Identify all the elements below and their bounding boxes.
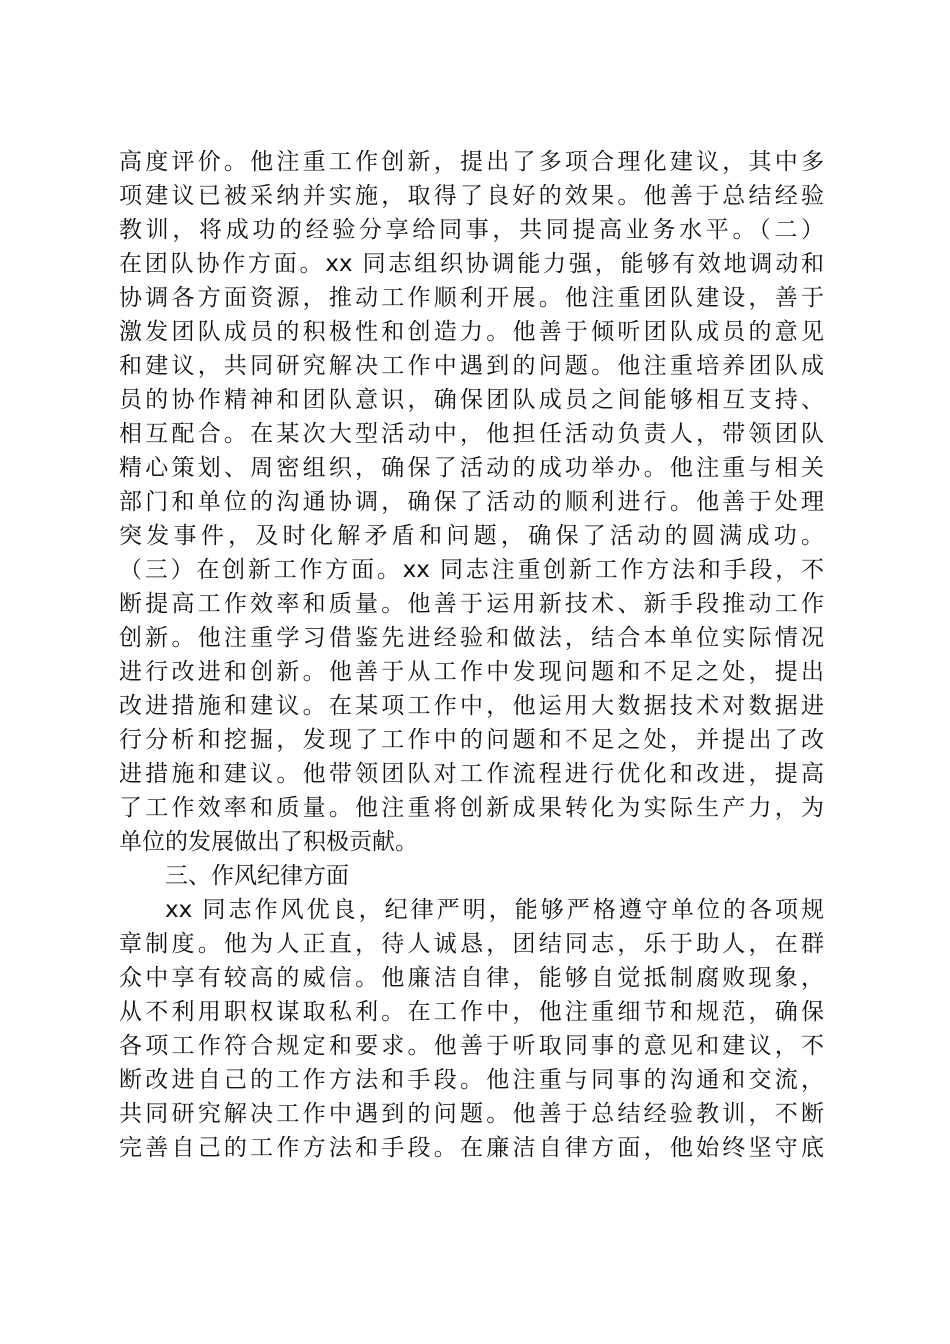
paragraph-1 (119, 145, 824, 859)
text-line: 行分析和挖掘，发现了工作中的问题和不足之处，并提出了改 (119, 727, 824, 753)
text-line: 断改进自己的工作方法和手段。他注重与同事的沟通和交流， (119, 1067, 824, 1093)
text-line: 了工作效率和质量。他注重将创新成果转化为实际生产力，为 (119, 795, 824, 821)
text-line: 众中享有较高的威信。他廉洁自律，能够自觉抵制腐败现象， (119, 965, 824, 991)
text-line: 员的协作精神和团队意识，确保团队成员之间能够相互支持、 (119, 387, 824, 413)
text-line: 激发团队成员的积极性和创造力。他善于倾听团队成员的意见 (119, 319, 824, 345)
text-line: 断提高工作效率和质量。他善于运用新技术、新手段推动工作 (119, 591, 824, 617)
text-line: 各项工作符合规定和要求。他善于听取同事的意见和建议，不 (119, 1033, 824, 1059)
text-line: 进行改进和创新。他善于从工作中发现问题和不足之处，提出 (119, 659, 824, 685)
text-line: 章制度。他为人正直，待人诚恳，团结同志，乐于助人，在群 (119, 931, 824, 957)
text-line: 创新。他注重学习借鉴先进经验和做法，结合本单位实际情况 (119, 625, 824, 651)
text-line: 共同研究解决工作中遇到的问题。他善于总结经验教训，不断 (119, 1101, 824, 1127)
document-body (119, 145, 824, 1165)
text-line: 改进措施和建议。在某项工作中，他运用大数据技术对数据进 (119, 693, 824, 719)
paragraph-2 (119, 893, 824, 1165)
section-heading: 三、作风纪律方面 (165, 863, 349, 889)
text-line: 单位的发展做出了积极贡献。 (119, 829, 418, 855)
text-line: 完善自己的工作方法和手段。在廉洁自律方面，他始终坚守底 (119, 1135, 824, 1161)
text-line: 精心策划、周密组织，确保了活动的成功举办。他注重与相关 (119, 455, 824, 481)
text-line: 在团队协作方面。xx 同志组织协调能力强，能够有效地调动和 (119, 251, 824, 277)
text-line: 教训，将成功的经验分享给同事，共同提高业务水平。（二） (119, 217, 824, 243)
text-line: 协调各方面资源，推动工作顺利开展。他注重团队建设，善于 (119, 285, 824, 311)
text-line: 从不利用职权谋取私利。在工作中，他注重细节和规范，确保 (119, 999, 824, 1025)
text-line: 进措施和建议。他带领团队对工作流程进行优化和改进，提高 (119, 761, 824, 787)
text-line: 部门和单位的沟通协调，确保了活动的顺利进行。他善于处理 (119, 489, 824, 515)
text-line: 突发事件，及时化解矛盾和问题，确保了活动的圆满成功。 (119, 523, 824, 549)
text-line: （三）在创新工作方面。xx 同志注重创新工作方法和手段，不 (119, 557, 824, 583)
text-line: 相互配合。在某次大型活动中，他担任活动负责人，带领团队 (119, 421, 824, 447)
text-line: 高度评价。他注重工作创新，提出了多项合理化建议，其中多 (119, 149, 824, 175)
text-line: 和建议，共同研究解决工作中遇到的问题。他注重培养团队成 (119, 353, 824, 379)
text-line: xx 同志作风优良，纪律严明，能够严格遵守单位的各项规 (165, 897, 824, 923)
text-line: 项建议已被采纳并实施，取得了良好的效果。他善于总结经验 (119, 183, 824, 209)
